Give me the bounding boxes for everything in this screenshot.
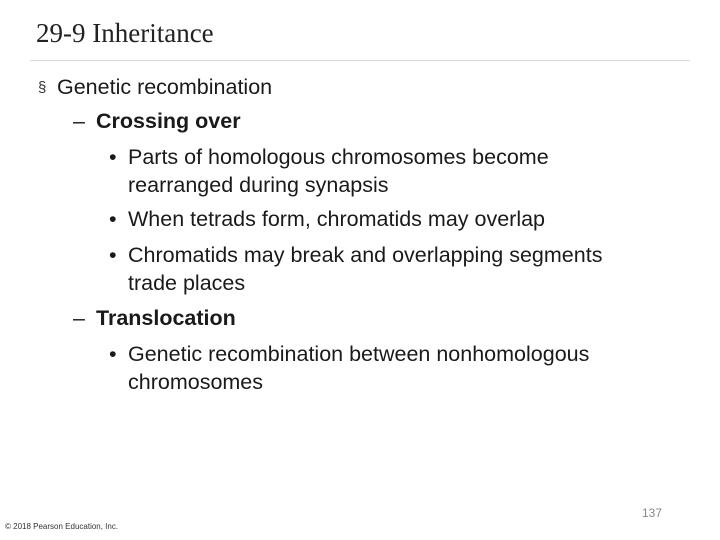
crossing-over-point-1-line-2: rearranged during synapsis [128,173,389,197]
dot-bullet-icon: • [109,342,117,366]
copyright-notice: © 2018 Pearson Education, Inc. [5,522,119,531]
dot-bullet-icon: • [109,145,117,169]
crossing-over-point-3-line-1: Chromatids may break and overlapping segments [128,243,603,267]
translocation-point-1-line-1: Genetic recombination between nonhomologous [128,342,590,366]
crossing-over-point-2: When tetrads form, chromatids may overlap [128,207,546,231]
translocation-point-1-line-2: chromosomes [128,370,264,394]
crossing-over-point-1-line-1: Parts of homologous chromosomes become [128,145,549,169]
dot-bullet-icon: • [109,207,117,231]
slide-title: 29-9 Inheritance [36,18,214,48]
topic-genetic-recombination: Genetic recombination [57,75,273,99]
dash-bullet-icon: – [73,109,85,133]
dot-bullet-icon: • [109,243,117,267]
dash-bullet-icon: – [73,306,85,330]
square-bullet-icon: § [38,79,47,96]
page-number: 137 [641,506,662,520]
subtopic-crossing-over: Crossing over [96,109,241,133]
title-divider [30,60,690,61]
crossing-over-point-3-line-2: trade places [128,271,246,295]
subtopic-translocation: Translocation [96,306,236,330]
